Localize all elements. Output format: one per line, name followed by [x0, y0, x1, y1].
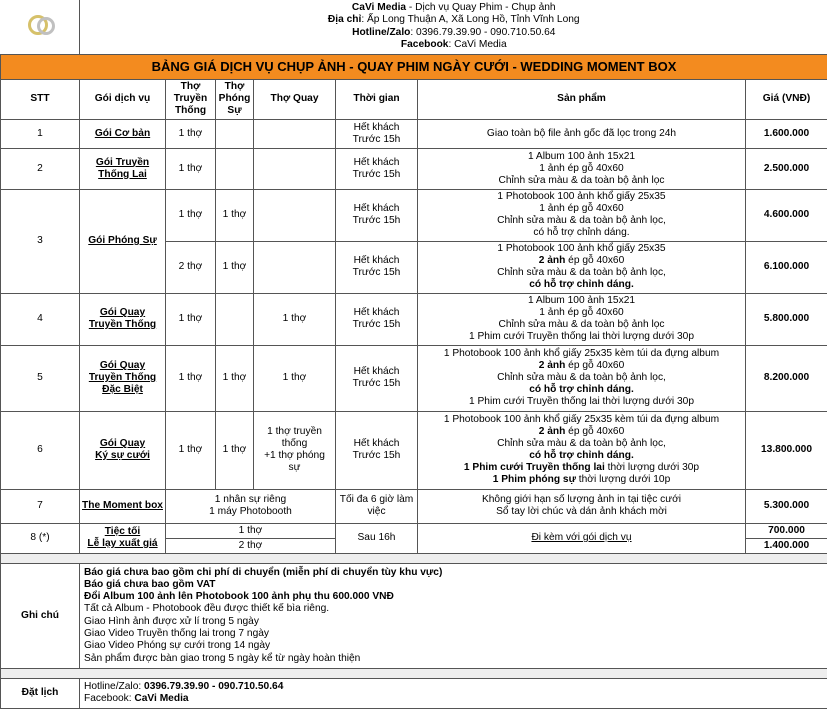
package-name[interactable]: Tiệc tối Lễ lạy xuất giá [80, 523, 166, 553]
header-reportage: Thợ Phóng Sự [216, 79, 254, 119]
price-cell: 13.800.000 [746, 411, 827, 489]
booking-content: Hotline/Zalo: 0396.79.39.90 - 090.710.50.64 Facebook: CaVi Media [80, 678, 827, 708]
price-cell: 1.600.000 [746, 119, 827, 148]
notes-row [1, 563, 827, 668]
header-package: Gói dịch vụ [80, 79, 166, 119]
package-name[interactable]: Gói Quay Truyền Thống [80, 293, 166, 345]
package-name[interactable]: Gói Cơ bản [80, 119, 166, 148]
notes-content: Báo giá chưa bao gồm chi phí di chuyển (miễn phí di chuyển tùy khu vực) Báo giá chưa bao gồm VAT Đổi Album 100 ảnh lên Photobook 100 ảnh phụ thu 600.000 VNĐ Tất cả Album - Photobook đều được thiết kế bìa riêng. Giao Hình ảnh được xử lí trong 5 ngày Giao Video Truyền thống lai trong 7 ngày Giao Video Phóng sự cưới trong 14 ngày Sản phẩm được bàn giao trong 5 ngày kể từ ngày hoàn thiện [80, 563, 827, 668]
table-row: 7 The Moment box 1 nhân sự riêng 1 máy Photobooth Tối đa 6 giờ làm việc Không giới hạn số lượng ảnh in tại tiệc cưới Sổ tay lời chúc và dán ảnh khách mời 5.300.000 [1, 489, 827, 523]
package-name[interactable]: Gói Phóng Sự [80, 189, 166, 293]
price-cell: 2.500.000 [746, 148, 827, 189]
table-row: 2 thợ 1 thợ Hết khách Trước 15h 1 Photobook 100 ảnh khổ giấy 25x35 2 ảnh ép gỗ 40x60 Chỉnh sửa màu & da toàn bộ ảnh lọc, có hỗ trợ chỉnh dáng. 6.100.000 [1, 241, 827, 293]
notes-label: Ghi chú [1, 563, 80, 668]
logo-cell [1, 0, 80, 54]
table-row: 8 (*) Tiệc tối Lễ lạy xuất giá 1 thợ Sau 16h Đi kèm với gói dịch vụ 700.000 [1, 523, 827, 538]
company-name: CaVi Media [351, 1, 407, 13]
package-name[interactable]: The Moment box [80, 489, 166, 523]
price-cell: 4.600.000 [746, 189, 827, 241]
header-time: Thời gian [336, 79, 418, 119]
header-row [1, 79, 827, 119]
price-cell: 5.800.000 [746, 293, 827, 345]
banner-title: BẢNG GIÁ DỊCH VỤ CHỤP ẢNH - QUAY PHIM NGÀY CƯỚI - WEDDING MOMENT BOX [1, 54, 827, 79]
company-facebook: : CaVi Media [448, 39, 507, 51]
header-video: Thợ Quay [254, 79, 336, 119]
booking-label: Đặt lịch [1, 678, 80, 708]
price-cell: 8.200.000 [746, 345, 827, 411]
booking-row [1, 678, 827, 708]
package-name[interactable]: Gói Quay Ký sự cưới [80, 411, 166, 489]
logo-icon [27, 12, 53, 32]
header-stt: STT [1, 79, 80, 119]
header-traditional: Thợ Truyền Thống [166, 79, 216, 119]
header-price: Giá (VNĐ) [746, 79, 827, 119]
package-name[interactable]: Gói Quay Truyền Thống Đặc Biệt [80, 345, 166, 411]
company-hotline: : 0396.79.39.90 - 090.710.50.64 [410, 26, 556, 38]
table-row: 4 Gói Quay Truyền Thống 1 thợ 1 thợ Hết khách Trước 15h 1 Album 100 ảnh 15x21 1 ảnh ép gỗ 40x60 Chỉnh sửa màu & da toàn bộ ảnh lọc 1 Phim cưới Truyền thống lai thời lượng dưới 30p 5.800.000 [1, 293, 827, 345]
booking-facebook[interactable]: CaVi Media [134, 693, 189, 705]
price-cell: 6.100.000 [746, 241, 827, 293]
header-product: Sản phẩm [418, 79, 746, 119]
table-row: 6 Gói Quay Ký sự cưới 1 thợ 1 thợ 1 thợ truyền thống +1 thợ phóng sự Hết khách Trước 15h 1 Photobook 100 ảnh khổ giấy 25x35 kèm túi da đựng album 2 ảnh ép gỗ 40x60 Chỉnh sửa màu & da toàn bộ ảnh lọc, có hỗ trợ chỉnh dáng. 1 Phim cưới Truyền thống lai thời lượng dưới 30p 1 Phim phóng sự thời lượng dưới 10p 13.800.000 [1, 411, 827, 489]
table-row: 5 Gói Quay Truyền Thống Đặc Biệt 1 thợ 1 thợ 1 thợ Hết khách Trước 15h 1 Photobook 100 ảnh khổ giấy 25x35 kèm túi da đựng album 2 ảnh ép gỗ 40x60 Chỉnh sửa màu & da toàn bộ ảnh lọc, có hỗ trợ chỉnh dáng. 1 Phim cưới Truyền thống lai thời lượng dưới 30p 8.200.000 [1, 345, 827, 411]
package-name[interactable]: Gói Truyền Thống Lai [80, 148, 166, 189]
booking-hotline[interactable]: 0396.79.39.90 - 090.710.50.64 [144, 681, 284, 693]
price-cell: 1.400.000 [746, 538, 827, 553]
table-row: 2 thợ 1.400.000 [1, 538, 827, 553]
table-row: 3 Gói Phóng Sự 1 thợ 1 thợ Hết khách Trước 15h 1 Photobook 100 ảnh khổ giấy 25x35 1 ảnh ép gỗ 40x60 Chỉnh sửa màu & da toàn bộ ảnh lọc, có hỗ trợ chỉnh dáng. 4.600.000 [1, 189, 827, 241]
company-address: : Ấp Long Thuận A, Xã Long Hồ, Tỉnh Vĩnh Long [361, 14, 580, 26]
table-row: 1 Gói Cơ bản 1 thợ Hết khách Trước 15h Giao toàn bộ file ảnh gốc đã lọc trong 24h 1.600.000 [1, 119, 827, 148]
price-cell: 700.000 [746, 523, 827, 538]
company-info: CaVi Media - Dịch vụ Quay Phim - Chụp ảnh Địa chỉ: Ấp Long Thuận A, Xã Long Hồ, Tỉnh Vĩnh Long Hotline/Zalo: 0396.79.39.90 - 090.710.50.64 Facebook: CaVi Media [80, 0, 827, 54]
price-cell: 5.300.000 [746, 489, 827, 523]
table-row: 2 Gói Truyền Thống Lai 1 thợ Hết khách Trước 15h 1 Album 100 ảnh 15x21 1 ảnh ép gỗ 40x60 Chỉnh sửa màu & da toàn bộ ảnh lọc 2.500.000 [1, 148, 827, 189]
